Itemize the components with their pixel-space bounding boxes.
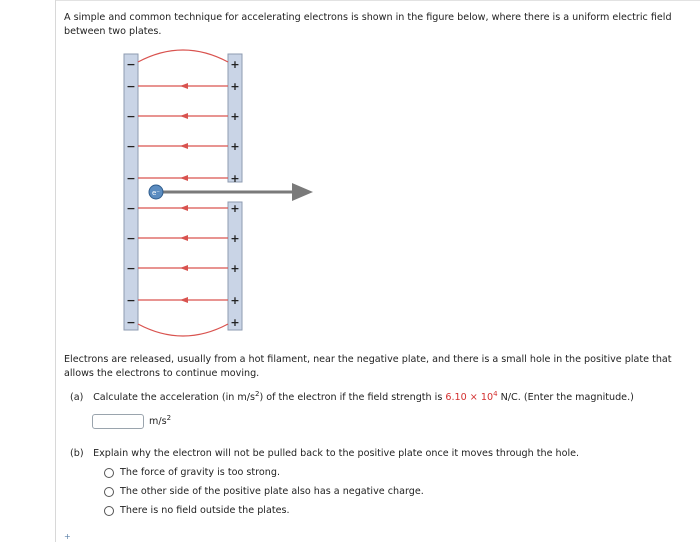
footer-plus-mark: + bbox=[64, 532, 71, 541]
fringe-field-top bbox=[138, 50, 228, 62]
radio-button[interactable] bbox=[104, 468, 114, 478]
unit-text: m/s bbox=[149, 415, 167, 427]
part-a-text-2: ) of the electron if the field strength is bbox=[259, 392, 446, 403]
negative-sign: − bbox=[126, 110, 136, 123]
field-arrowhead bbox=[180, 83, 188, 89]
electron-accelerator-figure bbox=[118, 44, 318, 338]
option-label: The force of gravity is too strong. bbox=[120, 467, 280, 478]
field-strength-value: 6.10 × 10 bbox=[445, 392, 494, 403]
negative-sign: − bbox=[126, 140, 136, 153]
negative-sign: − bbox=[126, 80, 136, 93]
field-arrowhead bbox=[180, 143, 188, 149]
radio-button[interactable] bbox=[104, 487, 114, 497]
field-arrowhead bbox=[180, 113, 188, 119]
positive-sign: + bbox=[230, 294, 240, 307]
intro-text: A simple and common technique for accelerating electrons is shown in the figure below, where there is a uniform electric field between two plates. bbox=[64, 12, 672, 37]
option-label: There is no field outside the plates. bbox=[120, 505, 290, 516]
part-a-label: (a) bbox=[70, 392, 84, 403]
positive-sign: + bbox=[230, 316, 240, 329]
part-b-options bbox=[104, 463, 424, 520]
negative-sign: − bbox=[126, 316, 136, 329]
negative-plate bbox=[124, 54, 138, 330]
field-arrowhead bbox=[180, 297, 188, 303]
negative-sign: − bbox=[126, 232, 136, 245]
positive-sign: + bbox=[230, 202, 240, 215]
field-arrowhead bbox=[180, 205, 188, 211]
figure-svg bbox=[118, 44, 318, 338]
part-a-text-3: N/C. (Enter the magnitude.) bbox=[497, 392, 634, 403]
option-label: The other side of the positive plate also has a negative charge. bbox=[120, 486, 424, 497]
unit-sup: 2 bbox=[166, 413, 172, 422]
field-arrowhead bbox=[180, 265, 188, 271]
positive-sign: + bbox=[230, 110, 240, 123]
positive-sign: + bbox=[230, 232, 240, 245]
option-gravity[interactable] bbox=[104, 463, 424, 482]
part-b-text: Explain why the electron will not be pulled back to the positive plate once it moves through the hole. bbox=[93, 448, 580, 459]
radio-button[interactable] bbox=[104, 506, 114, 516]
field-strength-exponent: 4 bbox=[493, 389, 498, 398]
negative-sign: − bbox=[126, 262, 136, 275]
positive-sign: + bbox=[230, 172, 240, 185]
positive-sign: + bbox=[230, 262, 240, 275]
positive-sign: + bbox=[230, 58, 240, 71]
negative-sign: − bbox=[126, 58, 136, 71]
description-paragraph: Electrons are released, usually from a hot filament, near the negative plate, and there is a small hole in the positive plate that allows the electrons to continue moving. bbox=[64, 354, 672, 379]
part-a-sup-1: 2 bbox=[254, 389, 260, 398]
part-b-question bbox=[70, 447, 690, 461]
part-b-label: (b) bbox=[70, 448, 84, 459]
unit-label bbox=[149, 413, 172, 427]
positive-sign: + bbox=[230, 140, 240, 153]
negative-sign: − bbox=[126, 172, 136, 185]
negative-sign: − bbox=[126, 294, 136, 307]
field-arrowhead bbox=[180, 175, 188, 181]
fringe-field-bottom bbox=[138, 324, 228, 336]
option-no-field[interactable] bbox=[104, 501, 424, 520]
option-negative-charge[interactable] bbox=[104, 482, 424, 501]
part-a-text-1: Calculate the acceleration (in m/s bbox=[93, 392, 255, 403]
acceleration-input[interactable] bbox=[92, 414, 144, 429]
electron-label: e⁻ bbox=[151, 189, 161, 197]
positive-sign: + bbox=[230, 80, 240, 93]
field-arrowhead bbox=[180, 235, 188, 241]
part-a-question bbox=[70, 391, 690, 405]
negative-sign: − bbox=[126, 202, 136, 215]
answer-row bbox=[92, 411, 171, 431]
